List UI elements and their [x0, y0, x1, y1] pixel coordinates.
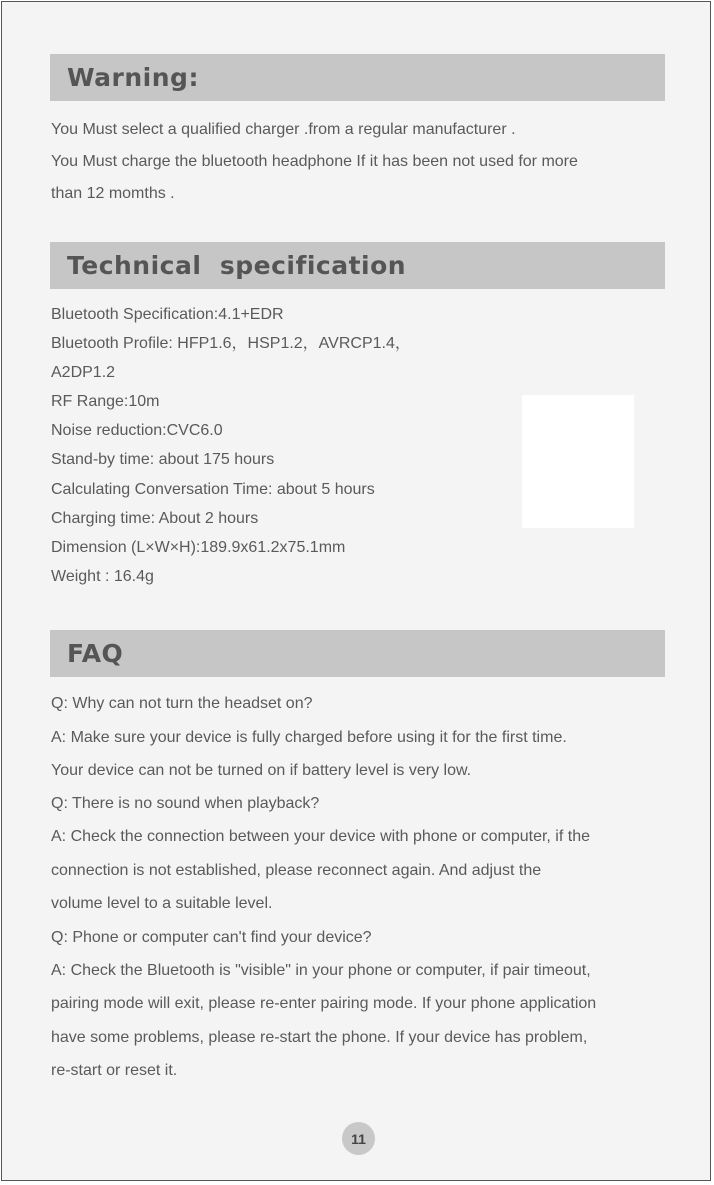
faq-answer: Your device can not be turned on if battery level is very low.: [51, 762, 472, 779]
spec-line: Bluetooth Specification:4.1+EDR: [51, 306, 284, 323]
faq-answer: A: Make sure your device is fully charged before using it for the first time.: [51, 729, 567, 746]
spec-line: Calculating Conversation Time: about 5 hours: [51, 481, 375, 498]
page-number-badge: 11: [342, 1122, 375, 1155]
spec-line: Stand-by time: about 175 hours: [51, 451, 275, 468]
warning-header: [50, 54, 665, 101]
faq-answer: have some problems, please re-start the phone. If your device has problem,: [51, 1029, 588, 1046]
faq-answer: A: Check the connection between your device with phone or computer, if the: [51, 828, 590, 845]
spec-line: RF Range:10m: [51, 393, 160, 410]
warning-line: than 12 momths .: [51, 185, 175, 202]
faq-title: FAQ: [67, 639, 124, 668]
faq-answer: A: Check the Bluetooth is "visible" in your phone or computer, if pair timeout,: [51, 962, 591, 979]
spec-line: Weight : 16.4g: [51, 568, 154, 585]
faq-question: Q: There is no sound when playback?: [51, 795, 320, 812]
faq-header: [50, 630, 665, 677]
spec-line: Noise reduction:CVC6.0: [51, 422, 223, 439]
spec-line: Dimension (L×W×H):189.9x61.2x75.1mm: [51, 539, 346, 556]
faq-question: Q: Why can not turn the headset on?: [51, 695, 313, 712]
spec-line: Charging time: About 2 hours: [51, 510, 259, 527]
spec-line: Bluetooth Profile: HFP1.6，HSP1.2，AVRCP1.4，: [51, 335, 411, 352]
spec-header: [50, 242, 665, 289]
spec-line: A2DP1.2: [51, 364, 116, 381]
faq-question: Q: Phone or computer can't find your device?: [51, 929, 372, 946]
warning-line: You Must charge the bluetooth headphone If it has been not used for more: [51, 153, 578, 170]
faq-answer: pairing mode will exit, please re-enter pairing mode. If your phone application: [51, 995, 597, 1012]
manual-page: [1, 1, 711, 1181]
warning-title: Warning:: [67, 63, 199, 92]
warning-line: You Must select a qualified charger .from a regular manufacturer .: [51, 121, 516, 138]
spec-title: Technical specification: [67, 251, 407, 280]
faq-answer: volume level to a suitable level.: [51, 895, 273, 912]
faq-answer: connection is not established, please reconnect again. And adjust the: [51, 862, 542, 879]
faq-answer: re-start or reset it.: [51, 1062, 178, 1079]
product-image-placeholder: [522, 395, 634, 528]
